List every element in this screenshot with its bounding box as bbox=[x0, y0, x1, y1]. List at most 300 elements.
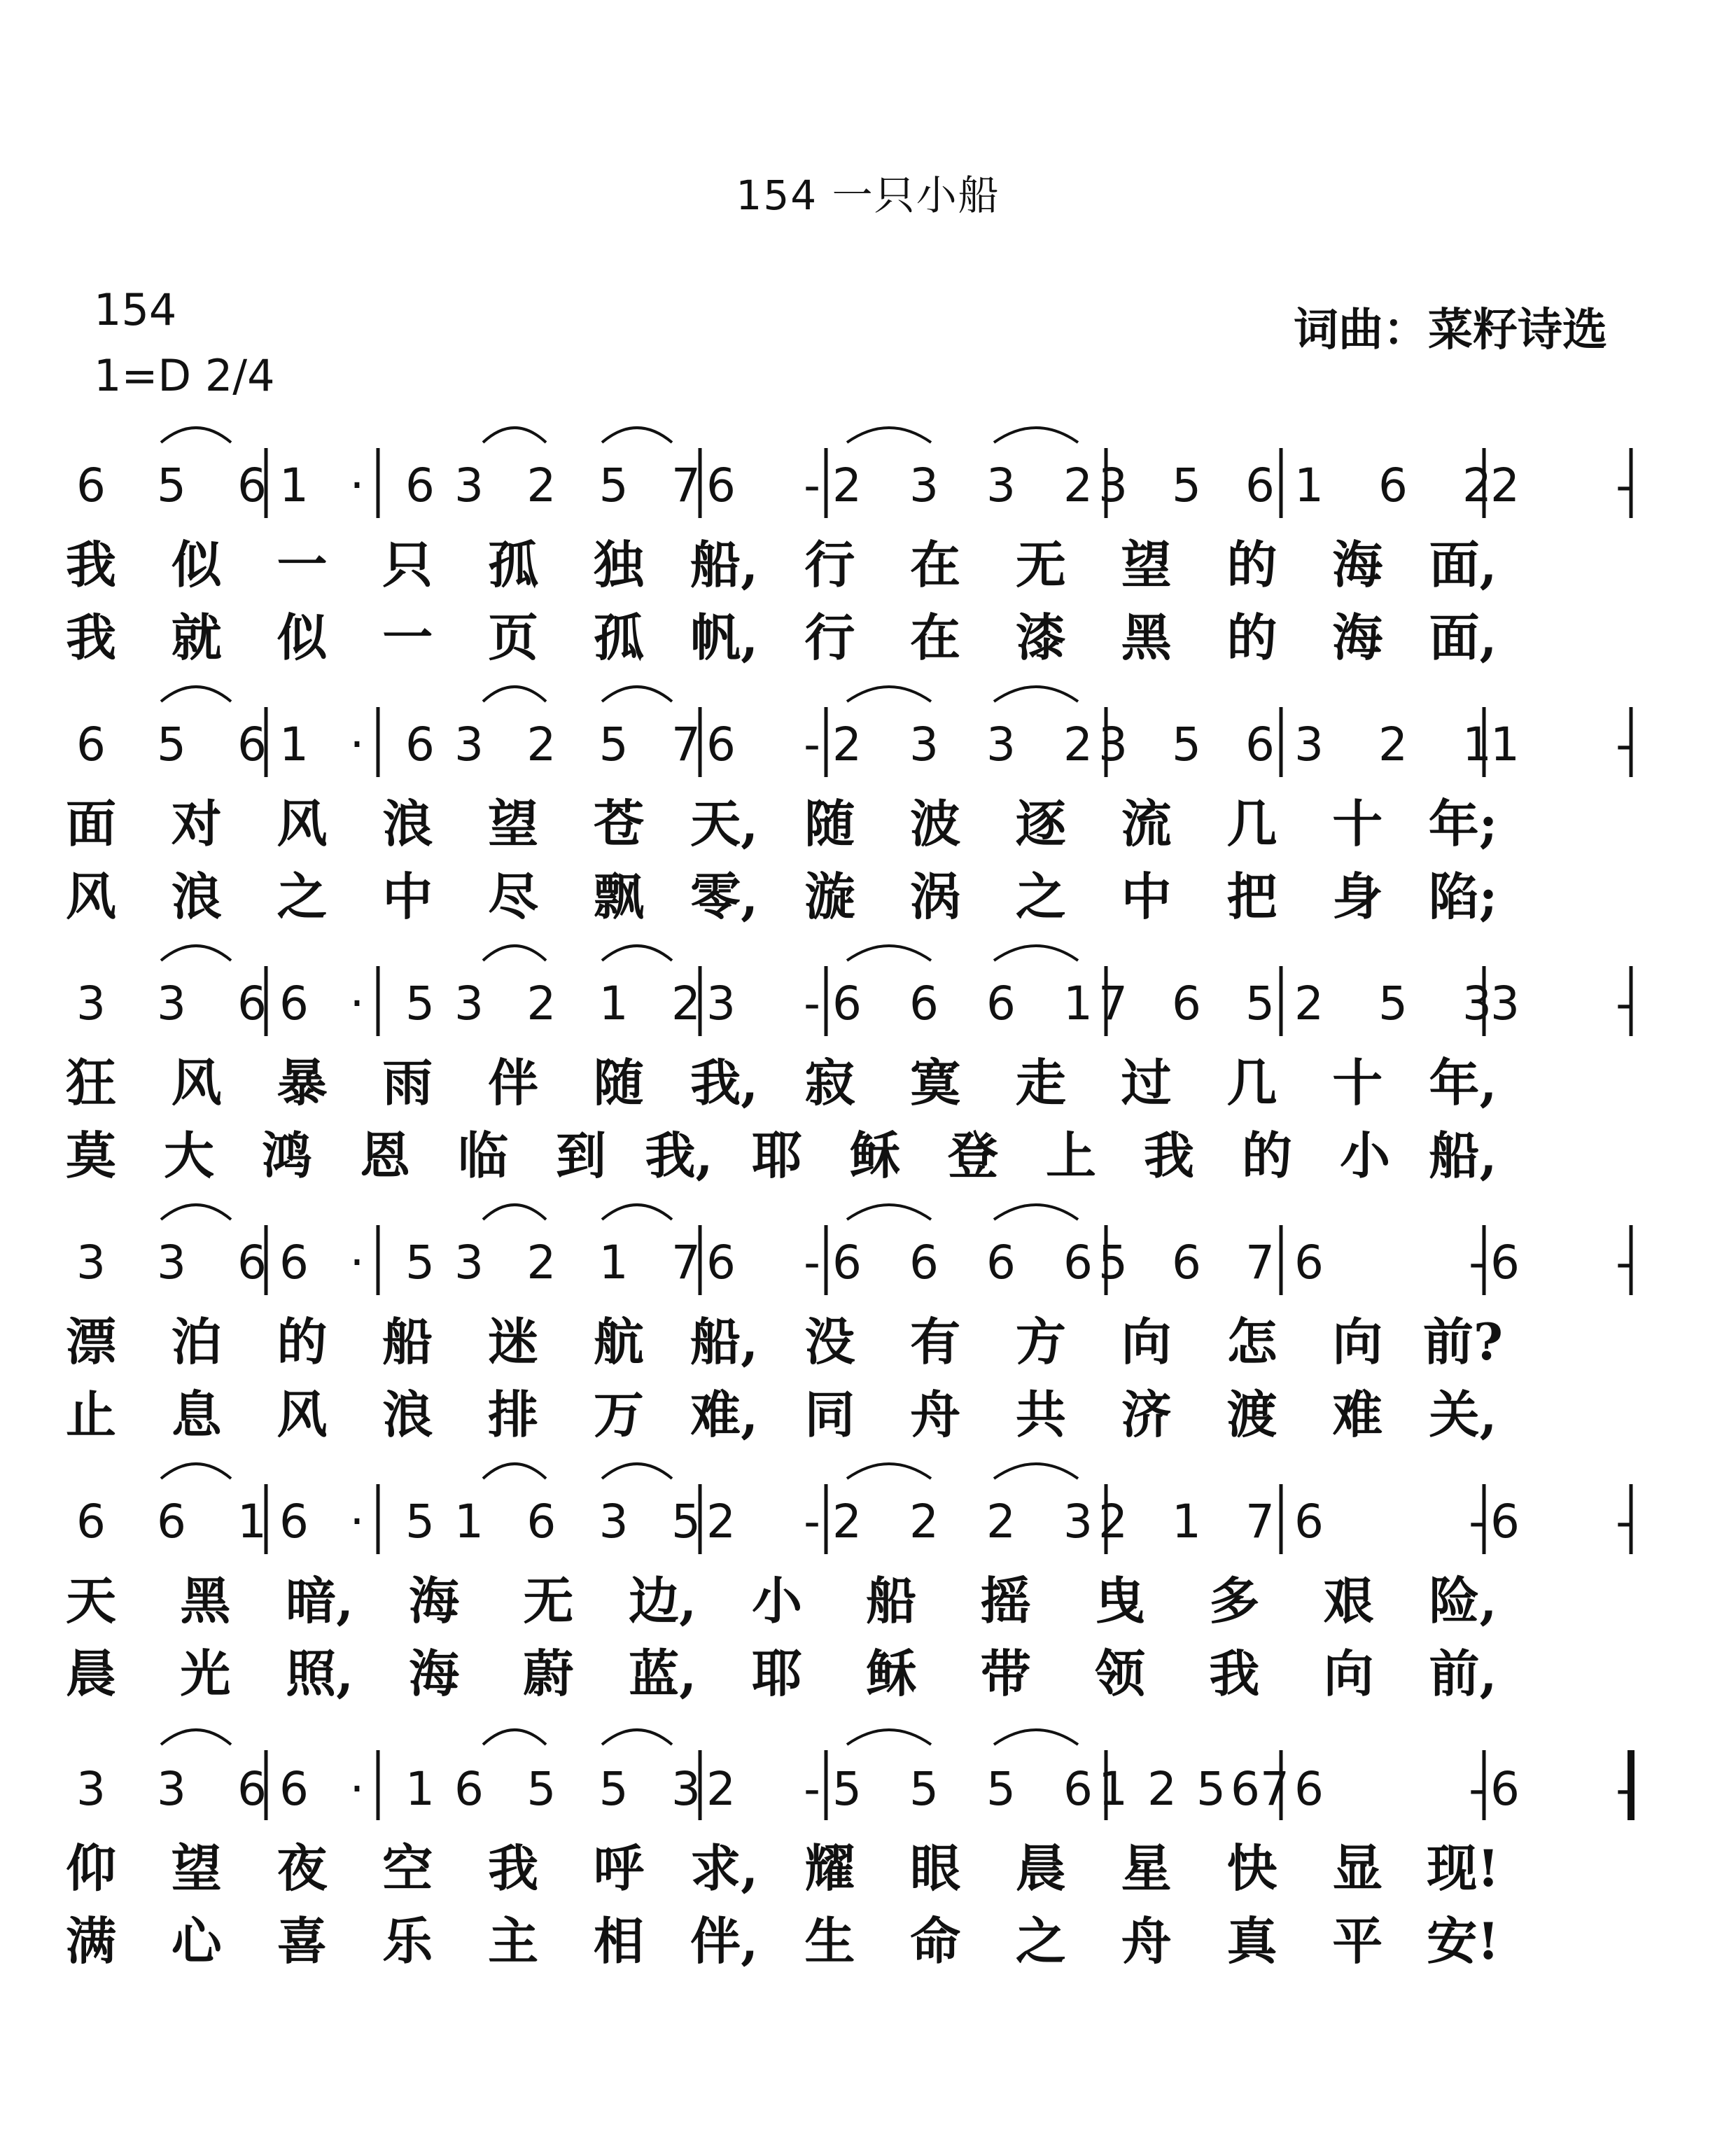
note: 3 bbox=[157, 1236, 186, 1290]
note: 3 bbox=[76, 1236, 106, 1290]
note: 6 bbox=[706, 459, 736, 512]
lyric-verse-2: 漆 bbox=[1015, 608, 1066, 667]
lyric-verse-1: 呼 bbox=[593, 1838, 644, 1898]
dash-note: - bbox=[804, 1762, 820, 1816]
lyric-verse-1: 寞 bbox=[910, 1053, 961, 1112]
note: 6 bbox=[454, 1762, 484, 1816]
note: 6 bbox=[706, 1236, 736, 1290]
lyric-verse-1: 我 bbox=[65, 535, 117, 594]
lyric-verse-2: 平 bbox=[1332, 1911, 1383, 1971]
slur bbox=[161, 1205, 231, 1220]
note: 3 bbox=[454, 459, 484, 512]
lyric-verse-1: 浪 bbox=[382, 794, 433, 853]
lyric-verse-2: 鸿 bbox=[261, 1126, 313, 1185]
dot-note: · bbox=[349, 1236, 365, 1290]
note: 3 bbox=[671, 1762, 701, 1816]
lyric-verse-1: 十 bbox=[1332, 1053, 1383, 1112]
note: 1 bbox=[1063, 977, 1093, 1030]
lyric-verse-1: 走 bbox=[1015, 1053, 1066, 1112]
lyric-verse-1: 一 bbox=[276, 535, 328, 594]
lyric-verse-2: 尽 bbox=[488, 867, 539, 926]
lyric-verse-1: 多 bbox=[1209, 1571, 1260, 1630]
hymn-number: 154 bbox=[94, 284, 177, 335]
note: 6 bbox=[405, 718, 435, 771]
lyric-verse-1: 几 bbox=[1226, 1053, 1278, 1112]
song-title: 154 一只小船 bbox=[736, 172, 1000, 219]
lyric-verse-2: 耶 bbox=[751, 1644, 803, 1703]
lyric-verse-2: 飘 bbox=[593, 867, 644, 926]
lyric-verse-1: 我, bbox=[690, 1053, 759, 1112]
slur bbox=[994, 946, 1078, 960]
dash-note: - bbox=[1469, 1762, 1485, 1816]
slur bbox=[483, 946, 546, 960]
note: 6 bbox=[76, 718, 106, 771]
note: 2 bbox=[526, 1236, 556, 1290]
note: 6 bbox=[237, 977, 267, 1030]
slur bbox=[483, 1464, 546, 1479]
lyric-verse-1: 望 bbox=[1121, 535, 1172, 594]
lyric-verse-2: 登 bbox=[947, 1126, 999, 1185]
note: 2 bbox=[832, 718, 862, 771]
lyric-verse-1: 面, bbox=[1429, 535, 1497, 594]
note: 6 bbox=[1172, 977, 1201, 1030]
note: 2 bbox=[1490, 459, 1520, 512]
lyric-verse-2: 似 bbox=[276, 608, 328, 667]
dash-note: - bbox=[1616, 459, 1632, 512]
note: 1 bbox=[1172, 1495, 1201, 1549]
note: 5 bbox=[1378, 977, 1408, 1030]
note: 1 bbox=[279, 718, 309, 771]
dash-note: - bbox=[1616, 1762, 1632, 1816]
slur bbox=[847, 428, 931, 442]
lyric-verse-1: 面 bbox=[65, 794, 117, 853]
lyric-verse-2: 浪 bbox=[171, 867, 222, 926]
lyric-verse-1: 摇 bbox=[980, 1571, 1031, 1630]
lyric-verse-2: 前, bbox=[1429, 1644, 1497, 1703]
lyric-verse-1: 孤 bbox=[488, 535, 539, 594]
lyric-verse-1: 海 bbox=[408, 1571, 460, 1630]
lyric-verse-2: 风 bbox=[65, 867, 117, 926]
note: 1 bbox=[598, 977, 629, 1030]
lyric-verse-1: 艰 bbox=[1323, 1571, 1374, 1630]
lyric-verse-2: 息 bbox=[171, 1385, 222, 1444]
lyric-verse-2: 带 bbox=[980, 1644, 1031, 1703]
note: 6 bbox=[909, 977, 939, 1030]
note: 6 bbox=[1245, 718, 1275, 771]
note: 6 bbox=[986, 977, 1016, 1030]
dot-note: · bbox=[349, 718, 365, 771]
note: 5 bbox=[1172, 718, 1201, 771]
lyric-verse-2: 命 bbox=[910, 1911, 961, 1971]
lyric-verse-2: 陷; bbox=[1428, 867, 1498, 926]
note: 3 bbox=[986, 459, 1016, 512]
lyric-verse-1: 年, bbox=[1429, 1053, 1497, 1112]
note: 1 bbox=[279, 459, 309, 512]
lyric-verse-2: 到 bbox=[555, 1126, 607, 1185]
lyric-verse-2: 同 bbox=[804, 1385, 855, 1444]
note: 2 bbox=[526, 459, 556, 512]
dot-note: · bbox=[349, 459, 365, 512]
note: 2 bbox=[986, 1495, 1016, 1549]
dash-note: - bbox=[804, 977, 820, 1030]
lyric-verse-1: 快 bbox=[1226, 1838, 1278, 1898]
lyric-verse-1: 暗, bbox=[286, 1571, 354, 1630]
lyric-verse-1: 向 bbox=[1332, 1312, 1383, 1371]
lyric-verse-1: 似 bbox=[171, 535, 222, 594]
lyric-verse-2: 我 bbox=[1209, 1644, 1260, 1703]
note: 2 bbox=[1063, 459, 1093, 512]
note: 5 bbox=[157, 459, 186, 512]
lyric-verse-1: 风 bbox=[171, 1053, 222, 1112]
note: 6 bbox=[1490, 1495, 1520, 1549]
lyric-verse-2: 船, bbox=[1429, 1126, 1497, 1185]
lyric-verse-1: 独 bbox=[593, 535, 644, 594]
note: 2 bbox=[1098, 1495, 1128, 1549]
note: 6 bbox=[1063, 1762, 1093, 1816]
slur bbox=[847, 687, 931, 701]
lyric-verse-1: 方 bbox=[1015, 1312, 1066, 1371]
lyric-verse-2: 稣 bbox=[849, 1126, 901, 1185]
note: 5 bbox=[405, 977, 435, 1030]
lyric-verse-1: 漂 bbox=[65, 1312, 117, 1371]
lyric-verse-1: 船, bbox=[690, 535, 759, 594]
dot-note: · bbox=[349, 977, 365, 1030]
lyric-verse-1: 苍 bbox=[593, 794, 644, 853]
note: 1 bbox=[1098, 1762, 1128, 1816]
note: 2 bbox=[526, 718, 556, 771]
note: 6 bbox=[526, 1495, 556, 1549]
slur bbox=[483, 687, 546, 701]
note: 7 bbox=[671, 459, 701, 512]
lyric-verse-2: 风 bbox=[276, 1385, 328, 1444]
lyric-verse-1: 有 bbox=[910, 1312, 961, 1371]
lyric-verse-2: 帆, bbox=[690, 608, 759, 667]
note: 2 bbox=[1294, 977, 1324, 1030]
note: 6 bbox=[405, 459, 435, 512]
slur bbox=[994, 1464, 1078, 1479]
note: 5 bbox=[986, 1762, 1016, 1816]
lyric-verse-1: 行 bbox=[804, 535, 855, 594]
lyric-verse-2: 之 bbox=[1015, 1911, 1066, 1971]
lyric-verse-2: 我, bbox=[645, 1126, 713, 1185]
note: 3 bbox=[1294, 718, 1324, 771]
lyric-verse-1: 空 bbox=[382, 1838, 433, 1898]
lyric-verse-2: 面, bbox=[1429, 608, 1497, 667]
lyric-verse-2: 耶 bbox=[751, 1126, 803, 1185]
note: 2 bbox=[671, 977, 701, 1030]
lyric-verse-1: 船 bbox=[382, 1312, 433, 1371]
lyric-verse-2: 蔚 bbox=[523, 1644, 574, 1703]
note: 5 bbox=[1245, 977, 1275, 1030]
slur bbox=[847, 1205, 931, 1220]
note: 2 bbox=[706, 1495, 736, 1549]
lyric-verse-2: 光 bbox=[180, 1644, 231, 1703]
lyric-verse-1: 天 bbox=[65, 1571, 117, 1630]
lyric-verse-1: 随 bbox=[804, 794, 855, 853]
slur bbox=[161, 428, 231, 442]
note: 6 bbox=[1172, 1236, 1201, 1290]
note: 5 bbox=[671, 1495, 701, 1549]
lyric-verse-1: 夜 bbox=[276, 1838, 328, 1898]
lyric-verse-1: 无 bbox=[1015, 535, 1066, 594]
lyric-verse-2: 稣 bbox=[866, 1644, 917, 1703]
note: 6 bbox=[1294, 1495, 1324, 1549]
lyric-verse-2: 排 bbox=[488, 1385, 539, 1444]
lyric-verse-2: 真 bbox=[1226, 1911, 1278, 1971]
note: 1 bbox=[598, 1236, 629, 1290]
lyric-verse-1: 年; bbox=[1428, 794, 1498, 853]
note: 6 bbox=[1245, 459, 1275, 512]
note: 3 bbox=[1490, 977, 1520, 1030]
note: 5 bbox=[598, 459, 629, 512]
lyric-verse-2: 主 bbox=[488, 1911, 539, 1971]
lyric-verse-2: 喜 bbox=[276, 1911, 328, 1971]
slur bbox=[994, 428, 1078, 442]
lyric-verse-2: 照, bbox=[286, 1644, 354, 1703]
lyric-verse-1: 仰 bbox=[65, 1838, 117, 1898]
note: 6 bbox=[76, 1495, 106, 1549]
lyric-verse-1: 泊 bbox=[171, 1312, 222, 1371]
dash-note: - bbox=[1616, 1236, 1632, 1290]
lyric-verse-2: 蓝, bbox=[629, 1644, 697, 1703]
lyric-verse-2: 乐 bbox=[382, 1911, 433, 1971]
note: 1 bbox=[1462, 718, 1492, 771]
lyric-verse-2: 把 bbox=[1226, 867, 1278, 926]
lyric-verse-2: 我 bbox=[65, 608, 117, 667]
lyric-verse-2: 孤 bbox=[593, 608, 644, 667]
slur bbox=[847, 1464, 931, 1479]
lyric-verse-2: 海 bbox=[1332, 608, 1383, 667]
note: 7 bbox=[1245, 1236, 1275, 1290]
note: 3 bbox=[454, 977, 484, 1030]
note: 6 bbox=[909, 1236, 939, 1290]
slur bbox=[483, 1730, 546, 1745]
lyric-verse-1: 伴 bbox=[488, 1053, 539, 1112]
lyric-verse-2: 舟 bbox=[910, 1385, 961, 1444]
note: 3 bbox=[454, 718, 484, 771]
note: 2 bbox=[832, 1495, 862, 1549]
note: 2 bbox=[832, 459, 862, 512]
note: 6 bbox=[237, 1236, 267, 1290]
note: 6 bbox=[986, 1236, 1016, 1290]
lyric-verse-1: 小 bbox=[751, 1571, 803, 1630]
note: 5 bbox=[405, 1236, 435, 1290]
lyric-verse-2: 万 bbox=[593, 1385, 644, 1444]
dash-note: - bbox=[804, 1236, 820, 1290]
dash-note: - bbox=[1616, 718, 1632, 771]
lyric-verse-1: 星 bbox=[1121, 1838, 1172, 1898]
note: 6 bbox=[1490, 1236, 1520, 1290]
note: 6 bbox=[279, 1495, 309, 1549]
lyric-verse-2: 涡 bbox=[910, 867, 961, 926]
note: 6 bbox=[706, 718, 736, 771]
lyric-verse-2: 中 bbox=[382, 867, 433, 926]
note: 1 bbox=[454, 1495, 484, 1549]
slur bbox=[161, 1464, 231, 1479]
lyric-verse-1: 雨 bbox=[382, 1053, 433, 1112]
dash-note: - bbox=[1616, 1495, 1632, 1549]
note: 2 bbox=[526, 977, 556, 1030]
lyric-verse-2: 小 bbox=[1339, 1126, 1391, 1185]
note: 6 bbox=[1378, 459, 1408, 512]
lyric-verse-1: 暴 bbox=[276, 1053, 328, 1112]
note: 1 bbox=[1294, 459, 1324, 512]
note: 2 bbox=[1147, 1762, 1177, 1816]
lyric-verse-1: 向 bbox=[1121, 1312, 1172, 1371]
lyric-verse-1: 无 bbox=[523, 1571, 574, 1630]
note: 3 bbox=[909, 718, 939, 771]
note: 3 bbox=[706, 977, 736, 1030]
lyric-verse-1: 边, bbox=[629, 1571, 697, 1630]
lyric-verse-1: 随 bbox=[593, 1053, 644, 1112]
note: 5 bbox=[1196, 1762, 1226, 1816]
note: 6 bbox=[237, 1762, 267, 1816]
slur bbox=[483, 1205, 546, 1220]
lyric-verse-2: 相 bbox=[593, 1911, 644, 1971]
note: 3 bbox=[76, 977, 106, 1030]
lyric-verse-2: 关, bbox=[1429, 1385, 1497, 1444]
note: 3 bbox=[1462, 977, 1492, 1030]
lyric-verse-1: 曳 bbox=[1094, 1571, 1146, 1630]
lyric-verse-1: 只 bbox=[382, 535, 433, 594]
note: 3 bbox=[598, 1495, 629, 1549]
lyric-verse-2: 行 bbox=[804, 608, 855, 667]
lyric-verse-1: 怎 bbox=[1226, 1312, 1278, 1371]
lyric-verse-2: 我 bbox=[1143, 1126, 1195, 1185]
lyric-verse-2: 难 bbox=[1332, 1385, 1383, 1444]
note: 5 bbox=[909, 1762, 939, 1816]
lyric-verse-2: 漩 bbox=[804, 867, 855, 926]
lyric-verse-2: 难, bbox=[690, 1385, 759, 1444]
lyric-verse-2: 海 bbox=[408, 1644, 460, 1703]
lyric-verse-2: 就 bbox=[171, 608, 222, 667]
slur bbox=[994, 687, 1078, 701]
lyric-verse-2: 页 bbox=[488, 608, 539, 667]
lyric-verse-1: 对 bbox=[171, 794, 222, 853]
dash-note: - bbox=[804, 1495, 820, 1549]
lyric-verse-1: 船 bbox=[866, 1571, 917, 1630]
lyric-verse-1: 眼 bbox=[910, 1838, 961, 1898]
lyric-verse-2: 领 bbox=[1094, 1644, 1146, 1703]
lyric-verse-2: 共 bbox=[1015, 1385, 1066, 1444]
lyric-verse-2: 身 bbox=[1332, 867, 1383, 926]
lyric-verse-1: 显 bbox=[1332, 1838, 1383, 1898]
slur bbox=[602, 1464, 672, 1479]
note: 3 bbox=[1098, 718, 1128, 771]
slur bbox=[602, 428, 672, 442]
slur bbox=[994, 1205, 1078, 1220]
lyric-verse-1: 迷 bbox=[488, 1312, 539, 1371]
note: 7 bbox=[671, 1236, 701, 1290]
slur bbox=[994, 1730, 1078, 1745]
lyric-verse-2: 的 bbox=[1241, 1126, 1293, 1185]
lyric-verse-1: 狂 bbox=[65, 1053, 117, 1112]
lyric-verse-2: 渡 bbox=[1226, 1385, 1278, 1444]
lyric-verse-1: 的 bbox=[1226, 535, 1278, 594]
note: 3 bbox=[76, 1762, 106, 1816]
note: 2 bbox=[909, 1495, 939, 1549]
lyric-verse-1: 十 bbox=[1332, 794, 1383, 853]
lyric-verse-1: 在 bbox=[910, 535, 961, 594]
note: 6 bbox=[237, 718, 267, 771]
note: 5 bbox=[157, 718, 186, 771]
lyric-verse-1: 过 bbox=[1121, 1053, 1172, 1112]
lyric-verse-1: 险, bbox=[1429, 1571, 1497, 1630]
slur bbox=[161, 687, 231, 701]
dash-note: - bbox=[804, 459, 820, 512]
key-signature: 1=D 2/4 bbox=[94, 350, 275, 401]
lyric-verse-2: 零, bbox=[690, 867, 759, 926]
slur bbox=[602, 1205, 672, 1220]
note: 5 bbox=[1098, 1236, 1128, 1290]
note: 1 bbox=[405, 1762, 435, 1816]
lyric-verse-1: 我 bbox=[488, 1838, 539, 1898]
note: 3 bbox=[157, 977, 186, 1030]
lyric-verse-1: 波 bbox=[910, 794, 961, 853]
lyric-verse-2: 舟 bbox=[1121, 1911, 1172, 1971]
lyric-verse-1: 天, bbox=[690, 794, 759, 853]
slur bbox=[483, 428, 546, 442]
lyric-verse-1: 晨 bbox=[1015, 1838, 1066, 1898]
note: 6 bbox=[279, 1762, 309, 1816]
note: 2 bbox=[1462, 459, 1492, 512]
lyric-verse-2: 黑 bbox=[1121, 608, 1172, 667]
lyric-verse-2: 在 bbox=[910, 608, 961, 667]
slur bbox=[161, 1730, 231, 1745]
lyric-verse-1: 没 bbox=[804, 1312, 855, 1371]
note: 3 bbox=[909, 459, 939, 512]
note: 6 bbox=[1294, 1236, 1324, 1290]
lyric-verse-1: 求, bbox=[690, 1838, 759, 1898]
note: 6 bbox=[832, 977, 862, 1030]
note: 3 bbox=[157, 1762, 186, 1816]
note: 67 bbox=[1231, 1762, 1289, 1816]
lyric-verse-1: 船, bbox=[690, 1312, 759, 1371]
lyric-verse-2: 之 bbox=[276, 867, 328, 926]
dash-note: - bbox=[804, 718, 820, 771]
lyric-verse-2: 向 bbox=[1323, 1644, 1374, 1703]
slur bbox=[847, 946, 931, 960]
note: 6 bbox=[76, 459, 106, 512]
note: 5 bbox=[1172, 459, 1201, 512]
note: 2 bbox=[1063, 718, 1093, 771]
note: 5 bbox=[598, 718, 629, 771]
lyric-verse-2: 心 bbox=[171, 1911, 222, 1971]
note: 6 bbox=[1063, 1236, 1093, 1290]
lyric-verse-1: 的 bbox=[276, 1312, 328, 1371]
slur bbox=[602, 687, 672, 701]
lyric-verse-2: 莫 bbox=[65, 1126, 117, 1185]
lyric-verse-1: 寂 bbox=[804, 1053, 855, 1112]
lyric-verse-2: 安! bbox=[1427, 1911, 1499, 1971]
lyric-verse-1: 黑 bbox=[180, 1571, 231, 1630]
dot-note: · bbox=[349, 1495, 365, 1549]
lyric-verse-2: 浪 bbox=[382, 1385, 433, 1444]
lyric-verse-2: 满 bbox=[65, 1911, 117, 1971]
note: 3 bbox=[1063, 1495, 1093, 1549]
lyric-verse-2: 的 bbox=[1226, 608, 1278, 667]
note: 6 bbox=[279, 1236, 309, 1290]
lyric-verse-2: 临 bbox=[457, 1126, 509, 1185]
note: 3 bbox=[1098, 459, 1128, 512]
note: 2 bbox=[706, 1762, 736, 1816]
dash-note: - bbox=[1616, 977, 1632, 1030]
note: 6 bbox=[1490, 1762, 1520, 1816]
note: 6 bbox=[832, 1236, 862, 1290]
note: 6 bbox=[237, 459, 267, 512]
lyric-verse-1: 前? bbox=[1422, 1312, 1504, 1371]
slur bbox=[602, 946, 672, 960]
